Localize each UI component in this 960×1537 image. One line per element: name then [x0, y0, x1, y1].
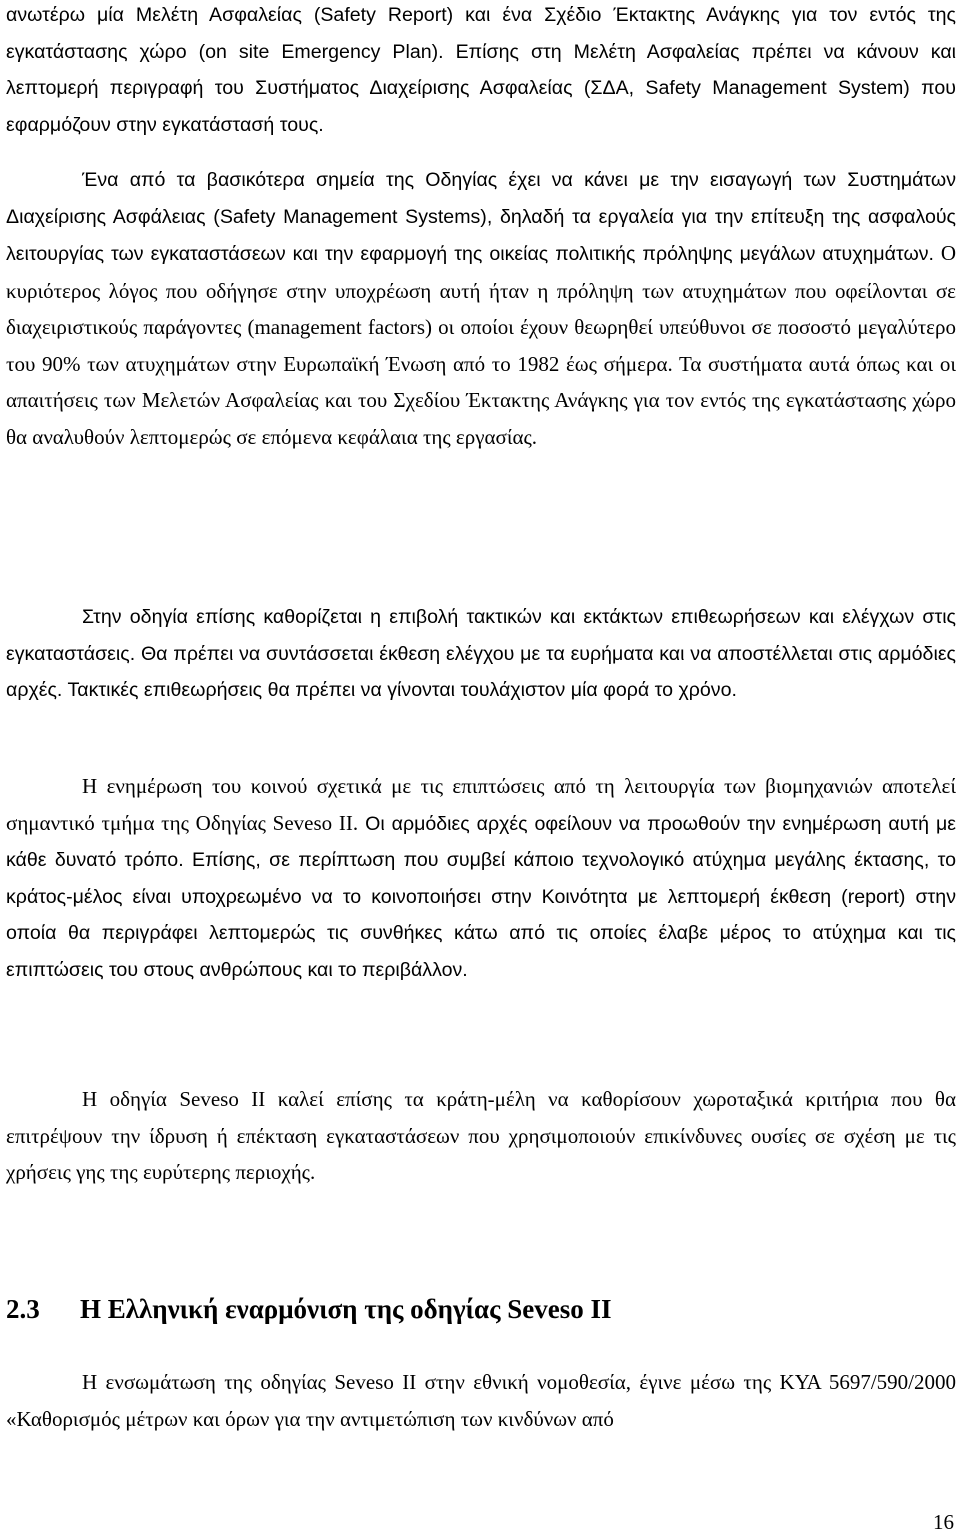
paragraph-inspections: Στην οδηγία επίσης καθορίζεται η επιβολή τακτικών και εκτάκτων επιθεωρήσεων και ελέγχων στις εγκαταστάσεις. Θα πρέπει να συντάσσεται έκθεση ελέγχου με τα ευρήματα και να αποστέλλεται στις αρμόδιες αρχές. Τακτικές επιθεωρήσεις θα πρέπει να γίνονται τουλάχιστον μία φορά το χρόνο. [6, 606, 956, 701]
page-number: 16 [933, 1510, 954, 1534]
paragraph-safety-report: ανωτέρω μία Μελέτη Ασφαλείας (Safety Report) και ένα Σχέδιο Έκτακτης Ανάγκης για τον εντός της εγκατάστασης χώρο (on site Emergency Plan). Επίσης στη Μελέτη Ασφαλείας πρέπει να κάνουν και λεπτομερή περιγραφή του Συστήματος Διαχείρισης Ασφαλείας (ΣΔΑ, Safety Management System) που εφαρμόζουν στην εγκατάστασή τους. [6, 4, 956, 136]
section-heading [6, 1291, 956, 1327]
paragraph-land-use-criteria: Η οδηγία Seveso II καλεί επίσης τα κράτη-μέλη να καθορίσουν χωροταξικά κριτήρια που θα επιτρέψουν την ίδρυση ή επέκταση εγκαταστάσεων που χρησιμοποιούν επικίνδυνες ουσίες σε σχέση με τις χρήσεις γης της ευρύτερης περιοχής. [6, 1087, 956, 1184]
paragraph-safety-management-systems [6, 162, 956, 455]
paragraph-public-information-rest: Οι αρμόδιες αρχές οφείλουν να προωθούν την ενημέρωση αυτή με κάθε δυνατό τρόπο. Επίσης, σε περίπτωση που συμβεί κάποιο τεχνολογικό ατύχημα μεγάλης έκτασης, το κράτος-μέλος είναι υποχρεωμένο να το κοινοποιήσει στην Κοινότητα με λεπτομερή έκθεση (report) στην οποία θα περιγράφει λεπτομερώς τις συνθήκες κάτω από τις οποίες έλαβε μέρος το ατύχημα και τις επιπτώσεις του στους ανθρώπους και το περιβάλλον. [6, 812, 957, 981]
paragraph-greek-harmonization: Η ενσωμάτωση της οδηγίας Seveso II στην εθνική νομοθεσία, έγινε μέσω της ΚΥΑ 5697/590/2000 «Καθορισμός μέτρων και όρων για την αντιμετώπιση των κινδύνων από [6, 1370, 956, 1431]
paragraph-public-information [6, 768, 956, 988]
paragraph-safety-management-systems-lead: Ένα από τα βασικότερα σημεία της Οδηγίας έχει να κάνει με την εισαγωγή των Συστημάτων Διαχείρισης Ασφάλειας (Safety Management Systems), δηλαδή τα εργαλεία για την επίτευξη της ασφαλούς λειτουργίας των εγκαταστάσεων και την εφαρμογή της οικείας πολιτικής πρόληψης μεγάλων ατυχημάτων. [6, 169, 956, 265]
paragraph-safety-management-systems-rest: Ο κυριότερος λόγος που οδήγησε στην υποχρέωση αυτή ήταν η πρόληψη των ατυχημάτων που οφείλονται σε διαχειριστικούς παράγοντες (management factors) οι οποίοι έχουν θεωρηθεί υπεύθυνοι σε ποσοστό μεγαλύτερο του 90% των ατυχημάτων στην Ευρωπαϊκή Ένωση από το 1982 έως σήμερα. Τα συστήματα αυτά όπως και οι απαιτήσεις των Μελετών Ασφαλείας και του Σχεδίου Έκτακτης Ανάγκης για τον εντός της εγκατάστασης χώρο θα αναλυθούν λεπτομερώς σε επόμενα κεφάλαια της εργασίας. [6, 241, 956, 449]
paragraph-public-information-lead: Η ενημέρωση του κοινού σχετικά με τις επιπτώσεις από τη λειτουργία των βιομηχανιών αποτελεί σημαντικό τμήμα της Οδηγίας Seveso II. [6, 774, 956, 835]
section-title: Η Ελληνική εναρμόνιση της οδηγίας Seveso II [80, 1294, 612, 1324]
section-number: 2.3 [6, 1294, 40, 1324]
